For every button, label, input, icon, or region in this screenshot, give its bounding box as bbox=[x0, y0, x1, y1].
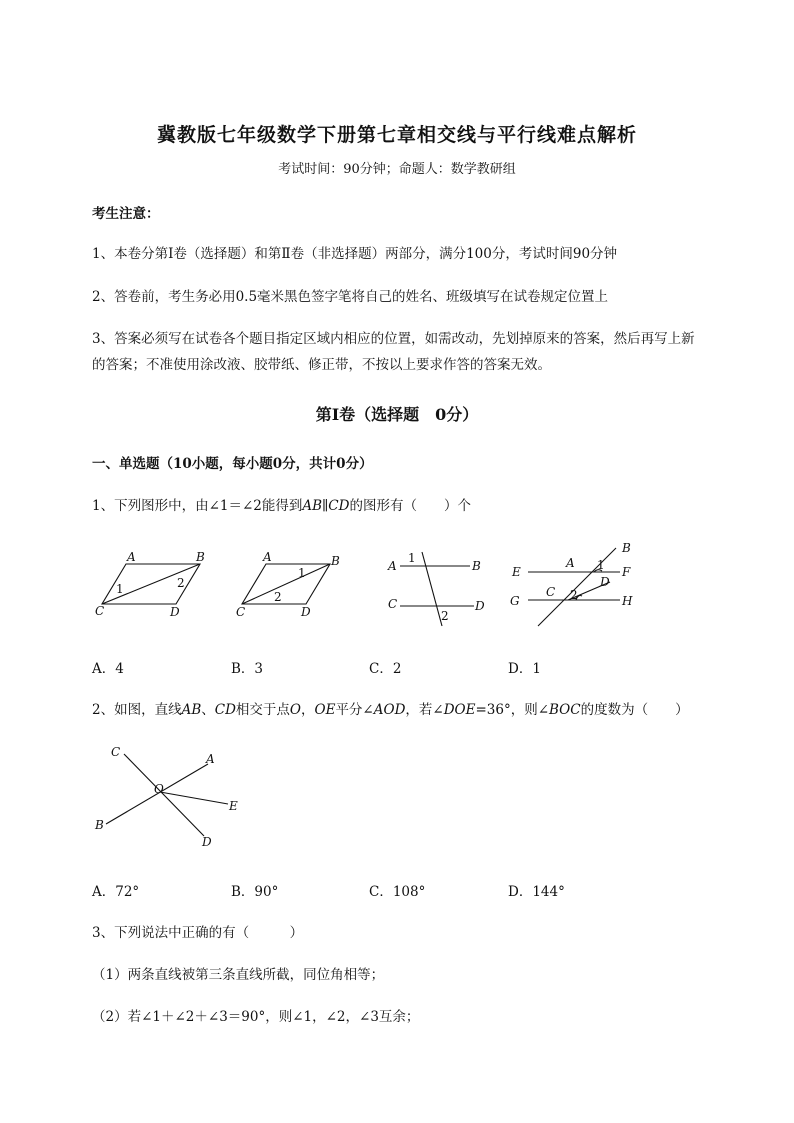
q1a-label-c: C bbox=[95, 604, 105, 618]
q1a-label-1: 1 bbox=[116, 582, 124, 596]
q1d-label-f: F bbox=[622, 565, 631, 579]
q1-option-a[interactable]: A．4 bbox=[92, 661, 124, 677]
q1b-diagonal bbox=[242, 564, 330, 604]
q2-stem-oe: OE bbox=[314, 702, 336, 718]
q2-stem-cd: CD bbox=[214, 702, 236, 718]
q2-label-c: C bbox=[111, 745, 121, 759]
q1d-label-1: 1 bbox=[597, 558, 605, 572]
q3-statement-2: （2）若∠1＋∠2＋∠3＝90°，则∠1，∠2，∠3互余； bbox=[92, 1009, 420, 1025]
notice-item-3: 3、答案必须写在试卷各个题目指定区域内相应的位置，如需改动，先划掉原来的答案，然后再写上新 bbox=[92, 331, 695, 347]
q1-option-c[interactable]: C．2 bbox=[369, 661, 402, 677]
question-1-stem bbox=[92, 494, 471, 514]
q2-stem-pre: 2、如图，直线 bbox=[92, 702, 182, 718]
exam-info: 考试时间：90分钟；命题人：数学教研组 bbox=[278, 162, 516, 177]
q2-stem-sep: 、 bbox=[201, 702, 215, 718]
q2-label-e: E bbox=[229, 799, 238, 813]
q1-stem-post: 的图形有（ ）个 bbox=[349, 498, 471, 514]
q2-ray-oe bbox=[160, 792, 228, 804]
q2-label-o: O bbox=[154, 782, 164, 796]
q1c-label-c: C bbox=[388, 597, 398, 611]
q1d-label-2: 2 bbox=[570, 588, 578, 602]
q1b-label-d: D bbox=[301, 605, 311, 619]
q2-option-a[interactable]: A．72° bbox=[92, 884, 140, 900]
q1d-label-g: G bbox=[510, 594, 520, 608]
q2-stem-aod: AOD bbox=[373, 702, 406, 718]
q1b-label-1: 1 bbox=[298, 566, 306, 580]
part-heading: 一、单选题（10小题，每小题0分，共计0分） bbox=[92, 456, 373, 472]
question-2-stem bbox=[92, 698, 689, 718]
q1a-label-b: B bbox=[196, 550, 205, 564]
q1b-label-b: B bbox=[331, 554, 340, 568]
q1a-label-2: 2 bbox=[177, 576, 185, 590]
q1-stem-pre: 1、下列图形中，由∠1＝∠2能得到 bbox=[92, 498, 303, 514]
q1d-label-a: A bbox=[566, 556, 575, 570]
section-title: 第Ⅰ卷（选择题 0分） bbox=[315, 405, 479, 424]
q2-stem-comma: ， bbox=[301, 702, 315, 718]
q2-label-a: A bbox=[206, 752, 215, 766]
q1b-label-c: C bbox=[236, 605, 246, 619]
q1-figure-a bbox=[90, 548, 220, 624]
q1a-label-d: D bbox=[170, 605, 180, 619]
page-title: 冀教版七年级数学下册第七章相交线与平行线难点解析 bbox=[156, 124, 637, 146]
q1d-label-e: E bbox=[512, 565, 521, 579]
q1c-label-d: D bbox=[475, 599, 485, 613]
q2-option-b[interactable]: B．90° bbox=[231, 884, 279, 900]
q1c-transversal bbox=[422, 552, 442, 626]
q2-stem-mid4: =36°，则∠ bbox=[475, 702, 550, 718]
q1a-label-a: A bbox=[127, 550, 136, 564]
q2-label-d: D bbox=[202, 835, 212, 849]
q2-stem-post: 的度数为（ ） bbox=[580, 702, 689, 718]
q1c-label-1: 1 bbox=[408, 551, 416, 565]
q2-stem-ab: AB bbox=[181, 702, 202, 718]
q1c-label-2: 2 bbox=[441, 609, 449, 623]
q2-line-cd bbox=[124, 754, 204, 836]
notice-item-1: 1、本卷分第Ⅰ卷（选择题）和第Ⅱ卷（非选择题）两部分，满分100分，考试时间90分钟 bbox=[92, 246, 618, 262]
q2-stem-mid1: 相交于点 bbox=[235, 702, 290, 718]
q1-figure-b bbox=[230, 548, 350, 624]
q1b-label-2: 2 bbox=[274, 590, 282, 604]
q3-statement-1: （1）两条直线被第三条直线所截，同位角相等； bbox=[92, 967, 385, 983]
q2-stem-doe: DOE bbox=[443, 702, 476, 718]
q1d-label-d: D bbox=[600, 575, 610, 589]
notice-item-3-cont: 的答案；不准使用涂改液、胶带纸、修正带，不按以上要求作答的答案无效。 bbox=[92, 357, 551, 373]
q1c-label-b: B bbox=[472, 559, 481, 573]
q1-figure-c bbox=[384, 546, 494, 630]
q1-stem-math: AB∥CD bbox=[302, 498, 350, 514]
q1-figure-d bbox=[506, 538, 646, 632]
q2-stem-mid3: ，若∠ bbox=[405, 702, 444, 718]
q1d-label-h: H bbox=[622, 594, 633, 608]
q1b-label-a: A bbox=[263, 550, 272, 564]
question-3-stem: 3、下列说法中正确的有（ ） bbox=[92, 925, 304, 941]
q2-stem-mid2: 平分∠ bbox=[335, 702, 374, 718]
q2-label-b: B bbox=[95, 818, 104, 832]
q1-option-d[interactable]: D．1 bbox=[508, 661, 541, 677]
notice-item-2: 2、答卷前，考生务必用0.5毫米黑色签字笔将自己的姓名、班级填写在试卷规定位置上 bbox=[92, 289, 609, 305]
q1d-label-b: B bbox=[622, 541, 631, 555]
q2-stem-o: O bbox=[289, 702, 301, 718]
q2-option-d[interactable]: D．144° bbox=[508, 884, 565, 900]
q2-figure bbox=[90, 740, 250, 852]
q2-stem-boc: BOC bbox=[549, 702, 581, 718]
q2-option-c[interactable]: C．108° bbox=[369, 884, 426, 900]
notice-heading: 考生注意： bbox=[92, 206, 160, 222]
q1d-label-c: C bbox=[546, 585, 556, 599]
q1-option-b[interactable]: B．3 bbox=[231, 661, 264, 677]
q1c-label-a: A bbox=[388, 559, 397, 573]
